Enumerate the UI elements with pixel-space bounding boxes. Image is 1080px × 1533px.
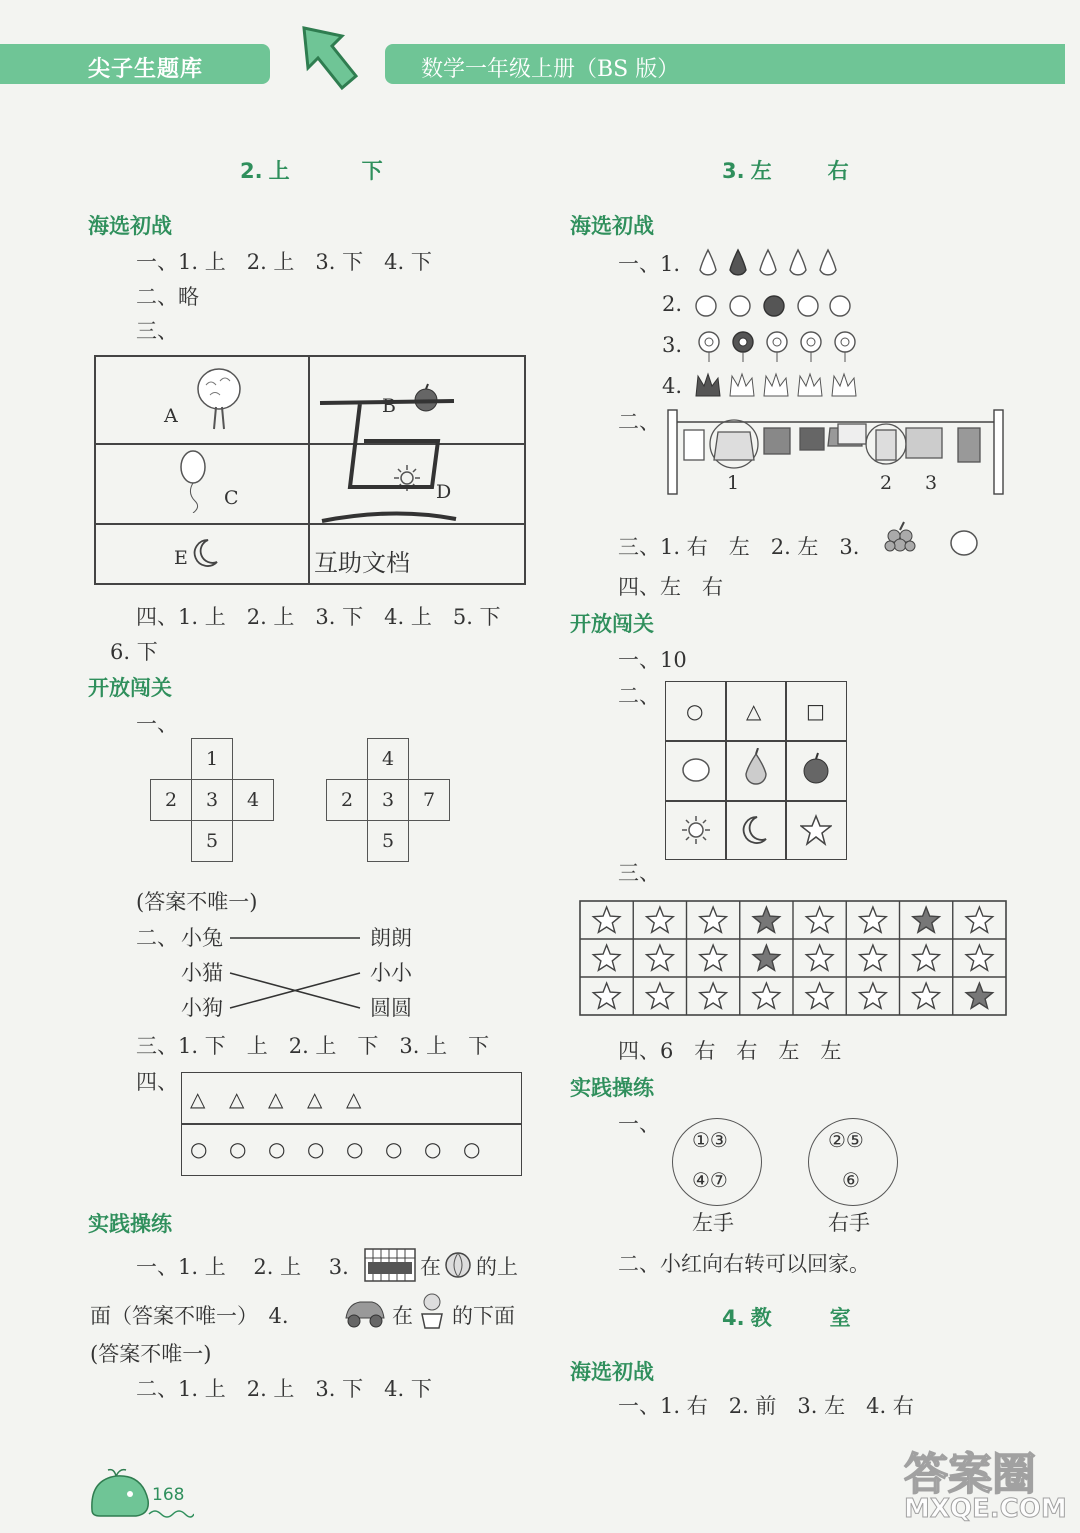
triangle-shape: △ — [268, 1087, 284, 1111]
balloon-icon — [178, 449, 208, 513]
match-left-1: 小兔 — [181, 926, 223, 950]
circle-shape: ○ — [385, 1137, 403, 1161]
triangle-shape: △ — [229, 1087, 245, 1111]
right-hand-label: 右手 — [828, 1211, 870, 1235]
mahjong-icon — [364, 1248, 416, 1282]
answer-line: 3. — [662, 333, 683, 357]
star-icon — [806, 907, 833, 932]
star-icon-filled — [753, 945, 780, 970]
answer-line: 一、1. 上 2. 上 3. 下 4. 下 — [136, 250, 432, 274]
grass-row — [694, 372, 866, 398]
lesson-title-2: 2. 上 下 — [240, 159, 383, 183]
pear-icon — [700, 250, 716, 275]
star-icon — [913, 945, 940, 970]
left-hand-row-1: ①③ — [692, 1128, 728, 1152]
clothes-number-2: 2 — [880, 472, 893, 494]
number-cross-1: 1 2 3 4 5 — [150, 738, 274, 862]
pear-icon — [820, 250, 836, 275]
scribble-watermark-text: 互助文档 — [314, 549, 410, 577]
star-icon — [593, 983, 620, 1008]
pear-icon — [760, 250, 776, 275]
answer-line: 6. 下 — [110, 640, 158, 664]
ball-icon — [444, 1250, 472, 1280]
lesson-title-4: 4. 教 室 — [722, 1306, 851, 1330]
section-heading: 实践操练 — [88, 1212, 172, 1236]
triangle-row — [190, 1087, 385, 1111]
answer-line: 2. — [662, 292, 683, 316]
star-icon — [753, 983, 780, 1008]
pear-row — [694, 248, 850, 284]
moon-icon — [740, 814, 770, 846]
header-book-title: 数学一年级上册（BS 版） — [421, 57, 680, 82]
number-cross-2: 4 2 3 7 5 — [326, 738, 450, 862]
star-icon-filled — [966, 983, 993, 1008]
scribble-mark — [314, 391, 464, 531]
site-watermark-top: 答案圈 — [904, 1449, 1036, 1500]
star-icon — [966, 945, 993, 970]
position-3x3-grid — [665, 681, 847, 860]
answer-line: 二、 — [136, 926, 178, 950]
match-right-2: 小小 — [370, 961, 412, 985]
flower-pot-icon — [416, 1292, 448, 1330]
arrow-icon — [296, 24, 362, 94]
star-icon — [860, 907, 887, 932]
star-icon — [966, 907, 993, 932]
apple-row — [694, 292, 854, 318]
grid-square: □ — [806, 699, 825, 723]
header-brand: 尖子生题库 — [88, 57, 204, 82]
star-icon — [593, 907, 620, 932]
answer-line: 四、6 右 右 左 左 — [618, 1039, 842, 1063]
answer-line: 在 — [420, 1255, 441, 1279]
star-icon — [700, 907, 727, 932]
section-heading: 海选初战 — [570, 1360, 654, 1384]
circle-shape: ○ — [229, 1137, 247, 1161]
answer-line: 面（答案不唯一） 4. — [90, 1304, 289, 1328]
answer-line: 的下面 — [452, 1304, 515, 1328]
position-grid — [94, 355, 526, 585]
flower-row — [694, 328, 860, 364]
section-heading: 海选初战 — [570, 214, 654, 238]
match-left-2: 小猫 — [181, 961, 223, 985]
answer-line: 四、 — [136, 1070, 178, 1094]
star-icon-filled — [753, 907, 780, 932]
answer-line: 二、小红向右转可以回家。 — [618, 1252, 870, 1276]
toy-car-icon — [342, 1294, 388, 1330]
right-hand-row-1: ②⑤ — [828, 1128, 864, 1152]
section-heading: 开放闯关 — [88, 676, 172, 700]
star-icon — [647, 983, 674, 1008]
answer-line: 一、 — [136, 712, 178, 736]
left-hand-row-2: ④⑦ — [692, 1168, 728, 1192]
star-icon — [860, 945, 887, 970]
answer-line: 四、左 右 — [618, 575, 723, 599]
star-icon — [913, 983, 940, 1008]
circle-shape: ○ — [424, 1137, 442, 1161]
star-icon — [593, 945, 620, 970]
star-icon-filled — [913, 907, 940, 932]
circle-shape: ○ — [463, 1137, 481, 1161]
star-grid — [579, 900, 1007, 1016]
answer-line: 一、1. 上 2. 上 3. — [136, 1255, 349, 1279]
grid-label-d: D — [436, 481, 452, 503]
triangle-shape: △ — [346, 1087, 362, 1111]
section-heading: 海选初战 — [88, 214, 172, 238]
grid-label-a: A — [164, 405, 178, 427]
grid-circle: ○ — [686, 699, 704, 723]
moon-icon — [192, 537, 220, 569]
section-heading: 开放闯关 — [570, 612, 654, 636]
pear-icon — [740, 748, 772, 788]
answer-line: 4. — [662, 374, 683, 398]
clothes-number-3: 3 — [925, 472, 938, 494]
match-left-3: 小狗 — [181, 996, 223, 1020]
answer-line: 三、1. 下 上 2. 上 下 3. 上 下 — [136, 1034, 490, 1058]
grid-triangle: △ — [746, 699, 762, 723]
lesson-title-3: 3. 左 右 — [722, 159, 849, 183]
orange-icon — [948, 528, 980, 558]
match-lines — [228, 925, 364, 1015]
clothes-number-1: 1 — [727, 472, 740, 494]
answer-note: (答案不唯一) — [136, 890, 258, 914]
star-icon — [860, 983, 887, 1008]
pear-icon — [730, 250, 746, 275]
star-icon — [647, 907, 674, 932]
site-watermark-bottom: MXQE.COM — [904, 1494, 1067, 1524]
answer-line: 一、 — [618, 1112, 660, 1136]
header-title-bar — [385, 44, 1065, 84]
grid-label-e: E — [174, 547, 188, 569]
header-brand-bar — [0, 44, 270, 84]
circle-shape: ○ — [268, 1137, 286, 1161]
pear-icon — [790, 250, 806, 275]
grapes-icon — [880, 520, 920, 558]
answer-note: (答案不唯一) — [90, 1342, 212, 1366]
match-right-1: 朗朗 — [370, 926, 412, 950]
clothesline-figure — [666, 408, 1006, 496]
shapes-box — [181, 1072, 522, 1176]
triangle-shape: △ — [190, 1087, 206, 1111]
star-icon — [800, 814, 832, 846]
star-icon — [806, 945, 833, 970]
answer-line: 二、1. 上 2. 上 3. 下 4. 下 — [136, 1377, 432, 1401]
answer-line: 在 — [392, 1304, 413, 1328]
triangle-shape: △ — [307, 1087, 323, 1111]
star-icon — [806, 983, 833, 1008]
answer-line: 四、1. 上 2. 上 3. 下 4. 上 5. 下 — [136, 605, 501, 629]
sun-icon — [680, 814, 712, 846]
answer-line: 一、1. 右 2. 前 3. 左 4. 右 — [618, 1394, 914, 1418]
whale-icon — [86, 1466, 156, 1522]
section-heading: 实践操练 — [570, 1076, 654, 1100]
circle-row — [190, 1137, 502, 1161]
grid-label-b: B — [382, 395, 396, 417]
answer-line: 三、 — [618, 861, 660, 885]
wave-icon — [148, 1508, 194, 1520]
orange-icon — [680, 756, 712, 784]
circle-shape: ○ — [307, 1137, 325, 1161]
page-number: 168 — [152, 1485, 185, 1505]
answer-line: 三、 — [136, 319, 178, 343]
match-right-3: 圆圆 — [370, 996, 412, 1020]
answer-line: 三、1. 右 左 2. 左 3. — [618, 535, 860, 559]
star-icon — [700, 945, 727, 970]
answer-line: 的上 — [476, 1255, 518, 1279]
star-icon — [647, 945, 674, 970]
answer-line: 二、 — [618, 684, 660, 708]
apple-icon — [800, 752, 832, 786]
circle-shape: ○ — [190, 1137, 208, 1161]
tree-icon — [194, 363, 244, 433]
answer-line: 二、 — [618, 410, 660, 434]
answer-line: 二、略 — [136, 285, 199, 309]
left-hand-label: 左手 — [692, 1211, 734, 1235]
circle-shape: ○ — [346, 1137, 364, 1161]
answer-line: 一、10 — [618, 648, 687, 672]
star-icon — [700, 983, 727, 1008]
answer-line: 一、1. — [618, 252, 681, 276]
grid-label-c: C — [224, 487, 239, 509]
right-hand-row-2: ⑥ — [842, 1168, 860, 1192]
